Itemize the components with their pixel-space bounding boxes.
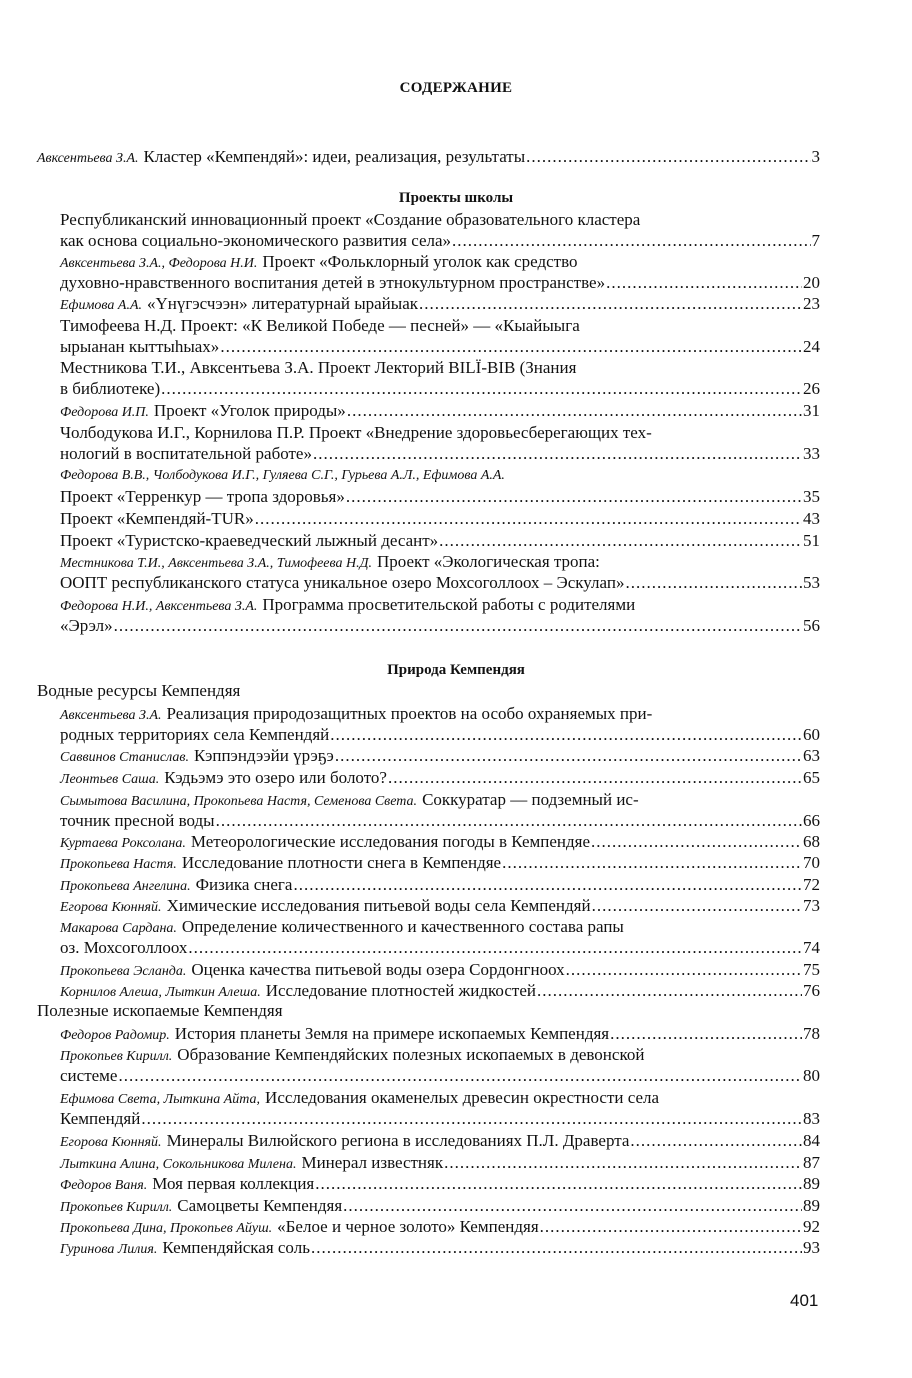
- toc-entry: Проект «Туристско-краеведческий лыжный десант» ..... 51: [60, 530, 820, 551]
- toc-entry: Прокопьева Дина, Прокопьев Айуш. «Белое и черное золото» Кемпендяя ..... 92: [60, 1216, 820, 1237]
- entry-title: Кластер «Кемпендяй»: идеи, реализация, результаты: [143, 147, 526, 166]
- toc-entry: Корнилов Алеша, Лыткин Алеша. Исследование плотностей жидкостей ..... 76: [60, 980, 820, 1001]
- toc-entry: Местникова Т.И., Авксентьева З.А. Проект Лекторий BILÏ-BIB (Знания в библиотеке) ..... 26: [60, 357, 820, 399]
- toc-entry: Авксентьева З.А. Реализация природозащитных проектов на особо охраняемых при- родных территориях села Кемпендяй ..... 60: [60, 703, 820, 745]
- toc-entry: Местникова Т.И., Авксентьева З.А., Тимофеева Н.Д. Проект «Экологическая тропа: ООПТ республиканского статуса уникальное озеро Мохсоголлоох – Эскулап» ..... .53: [60, 551, 820, 593]
- entry-page: 3: [811, 147, 820, 166]
- toc-entry: Сымытова Василина, Прокопьева Настя, Семенова Света. Соккуратар — подземный ис- точник пресной воды ..... 66: [60, 789, 820, 831]
- toc-entry: Прокопьев Кирилл. Образование Кемпендяйских полезных ископаемых в девонской системе ..... 80: [60, 1044, 820, 1086]
- toc-entry: Федорова Н.И., Авксентьева З.А. Программа просветительской работы с родителями «Эрэл» ..... 56: [60, 594, 820, 636]
- toc-entry: Федорова В.В., Чолбодукова И.Г., Гуляева С.Г., Гурьева А.Л., Ефимова А.А. Проект «Терренкур — тропа здоровья» ..... 35: [60, 465, 820, 507]
- section-heading: Природа Кемпендяя: [387, 662, 525, 678]
- toc-entry: Прокопьева Ангелина. Физика снега ..... 72: [60, 874, 820, 895]
- section-heading: Проекты школы: [398, 190, 514, 206]
- toc-entry: Тимофеева Н.Д. Проект: «К Великой Победе — песней» — «Кыайыыга ырыанан кыттыһыах» ..... 24: [60, 315, 820, 357]
- toc-entry: Саввинов Станислав. Кэппэндээйи үрэҕэ ..... 63: [60, 745, 820, 766]
- toc-entry: Прокопьев Кирилл. Самоцветы Кемпендяя ..... 89: [60, 1195, 820, 1216]
- entry-author: Авксентьева З.А.: [37, 151, 139, 166]
- toc-entry: Лыткина Алина, Сокольникова Милена. Минерал известняк ..... 87: [60, 1152, 820, 1173]
- toc-entry: Республиканский инновационный проект «Создание образовательного кластера как основа социально-экономического развития села» ..... 7: [60, 209, 820, 251]
- toc-entry: Федорова И.П. Проект «Уголок природы» ..... 31: [60, 400, 820, 421]
- toc-entry: Авксентьева З.А., Федорова Н.И. Проект «Фольклорный уголок как средство духовно-нравственного воспитания детей в этнокультурном пространстве» ..... 20: [60, 251, 820, 293]
- toc-entry: Леонтьев Саша. Кэдьэмэ это озеро или болото? ..... 65: [60, 767, 820, 788]
- toc-entry: Егорова Кюнняй. Минералы Вилюйского региона в исследованиях П.Л. Драверта ..... 84: [60, 1130, 820, 1151]
- toc-entry: Куртаева Роксолана. Метеорологические исследования погоды в Кемпендяе ..... 68: [60, 831, 820, 852]
- toc-entry: [37, 146, 820, 167]
- toc-entry: Чолбодукова И.Г., Корнилова П.Р. Проект «Внедрение здоровьесберегающих тех- нологий в воспитательной работе» ..... 33: [60, 422, 820, 464]
- page-number: 401: [790, 1291, 819, 1310]
- toc-entry: Прокопьева Эсланда. Оценка качества питьевой воды озера Сордонгноох ..... 75: [60, 959, 820, 980]
- toc-title: СОДЕРЖАНИЕ: [399, 80, 513, 96]
- toc-entry: Гуринова Лилия. Кемпендяйская соль ..... 93: [60, 1237, 820, 1258]
- toc-entry: Федоров Радомир. История планеты Земля на примере ископаемых Кемпендяя ..... 78: [60, 1023, 820, 1044]
- subsection-heading: Полезные ископаемые Кемпендяя: [37, 1001, 283, 1020]
- toc-entry: Прокопьева Настя. Исследование плотности снега в Кемпендяе ..... 70: [60, 852, 820, 873]
- toc-entry: Проект «Кемпендяй-TUR» ..... 43: [60, 508, 820, 529]
- toc-entry: Федоров Ваня. Моя первая коллекция ..... 89: [60, 1173, 820, 1194]
- toc-entry: Егорова Кюнняй. Химические исследования питьевой воды села Кемпендяй ..... 73: [60, 895, 820, 916]
- subsection-heading: Водные ресурсы Кемпендяя: [37, 681, 241, 700]
- toc-entry: Ефимова Света, Лыткина Айта, Исследования окаменелых древесин окрестности села Кемпендяй ..... 83: [60, 1087, 820, 1129]
- toc-entry: Макарова Сардана. Определение количественного и качественного состава рапы оз. Мохсоголлоох ..... 74: [60, 916, 820, 958]
- toc-entry: Ефимова А.А. «Үнүгэсчээн» литературнай ырайыак ..... 23: [60, 293, 820, 314]
